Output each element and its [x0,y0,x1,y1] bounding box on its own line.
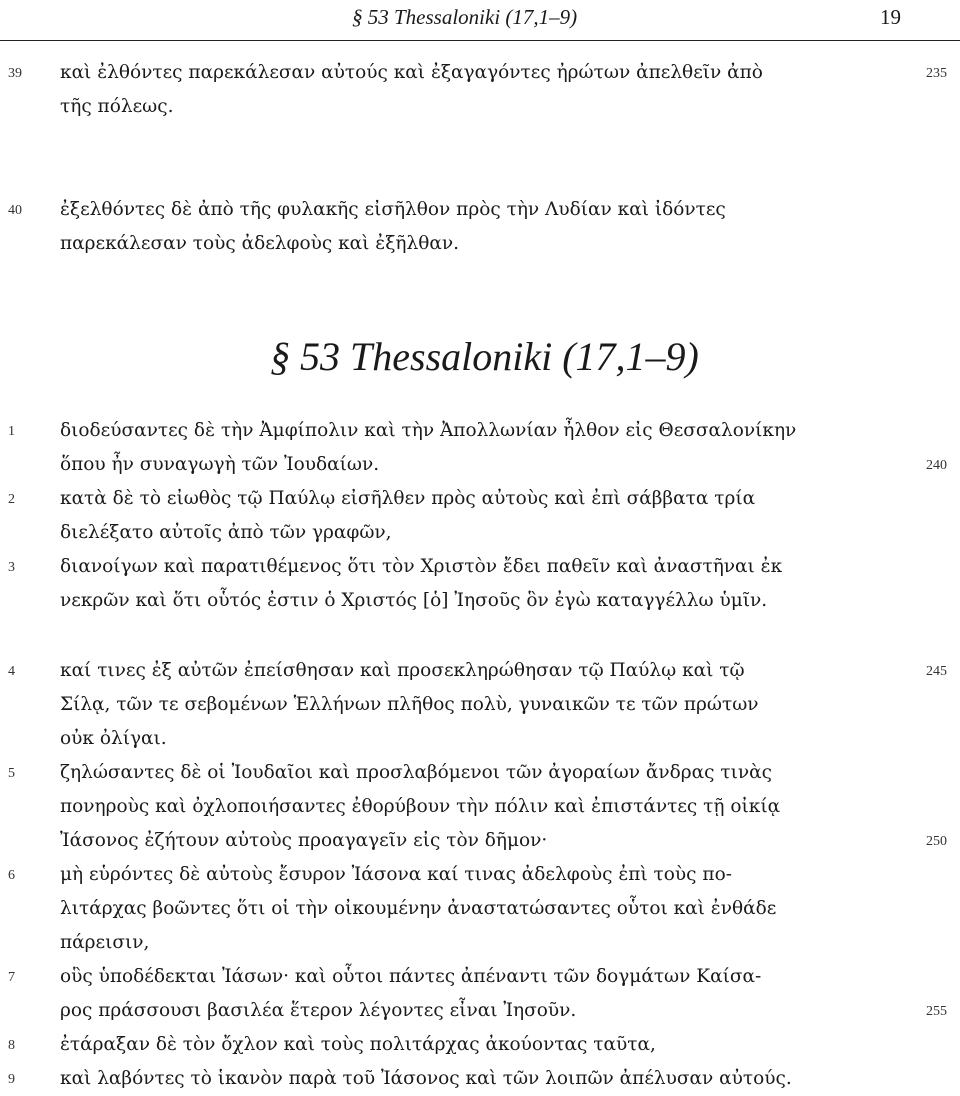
text-line [0,198,960,226]
line-text: ρος πράσσουσι βασιλέα ἕτερον λέγοντες εἶναι Ἰησοῦν. [60,1000,577,1021]
line-text: διοδεύσαντες δὲ τὴν Ἀμφίπολιν καὶ τὴν Ἀπολλωνίαν ἦλθον εἰς Θεσσαλονίκην [60,420,797,441]
page-number: 19 [880,5,901,29]
text-line [0,999,960,1027]
line-number: 235 [926,66,947,81]
text-line [0,795,960,823]
verse-number: 2 [8,492,15,507]
running-title: § 53 Thessaloniki (17,1–9) [352,5,578,29]
text-line [0,897,960,925]
line-text: μὴ εὑρόντες δὲ αὐτοὺς ἔσυρον Ἰάσονα καί τινας ἀδελφοὺς ἐπὶ τοὺς πο- [60,864,732,885]
line-text: παρεκάλεσαν τοὺς ἀδελφοὺς καὶ ἐξῆλθαν. [60,233,459,254]
text-line [0,965,960,993]
section-heading: § 53 Thessaloniki (17,1–9) [270,334,699,379]
verse-number: 8 [8,1038,15,1053]
line-text: τῆς πόλεως. [60,96,174,117]
text-line [0,521,960,549]
text-line [0,95,960,123]
verse-number: 7 [8,970,15,985]
line-text: Σίλᾳ, τῶν τε σεβομένων Ἑλλήνων πλῆθος πολὺ, γυναικῶν τε τῶν πρώτων [60,694,759,715]
text-line [0,1067,960,1095]
line-text: κατὰ δὲ τὸ εἰωθὸς τῷ Παύλῳ εἰσῆλθεν πρὸς αὐτοὺς καὶ ἐπὶ σάββατα τρία [60,488,756,509]
line-text: πονηροὺς καὶ ὀχλοποιήσαντες ἐθορύβουν τὴν πόλιν καὶ ἐπιστάντες τῇ οἰκίᾳ [60,796,781,817]
line-text: διελέξατο αὐτοῖς ἀπὸ τῶν γραφῶν, [60,522,392,543]
text-line [0,487,960,515]
text-line [0,232,960,260]
text-line [0,1033,960,1061]
line-text: λιτάρχας βοῶντες ὅτι οἱ τὴν οἰκουμένην ἀναστατώσαντες οὗτοι καὶ ἐνθάδε [60,898,777,919]
line-number: 240 [926,458,947,473]
verse-number: 6 [8,868,15,883]
line-text: οὓς ὑποδέδεκται Ἰάσων· καὶ οὗτοι πάντες ἀπέναντι τῶν δογμάτων Καίσα- [60,966,762,987]
text-line [0,61,960,89]
verse-number: 5 [8,766,15,781]
line-number: 245 [926,664,947,679]
line-text: καὶ λαβόντες τὸ ἱκανὸν παρὰ τοῦ Ἰάσονος καὶ τῶν λοιπῶν ἀπέλυσαν αὐτούς. [60,1068,792,1089]
text-line [0,727,960,755]
line-number: 250 [926,834,947,849]
line-text: ἐξελθόντες δὲ ἀπὸ τῆς φυλακῆς εἰσῆλθον πρὸς τὴν Λυδίαν καὶ ἰδόντες [60,199,726,220]
text-line [0,931,960,959]
line-text: καὶ ἐλθόντες παρεκάλεσαν αὐτούς καὶ ἐξαγαγόντες ἠρώτων ἀπελθεῖν ἀπὸ [60,62,763,83]
text-line [0,761,960,789]
verse-number: 3 [8,560,15,575]
running-header [0,0,960,41]
line-text: καί τινες ἐξ αὐτῶν ἐπείσθησαν καὶ προσεκληρώθησαν τῷ Παύλῳ καὶ τῷ [60,660,745,681]
line-text: διανοίγων καὶ παρατιθέμενος ὅτι τὸν Χριστὸν ἔδει παθεῖν καὶ ἀναστῆναι ἐκ [60,556,783,577]
verse-number: 4 [8,664,15,679]
line-text: οὐκ ὀλίγαι. [60,728,167,749]
verse-number: 39 [8,66,22,81]
verse-number: 40 [8,203,22,218]
line-text: νεκρῶν καὶ ὅτι οὗτός ἐστιν ὁ Χριστός [ὁ] Ἰησοῦς ὃν ἐγὼ καταγγέλλω ὑμῖν. [60,590,768,611]
line-text: πάρεισιν, [60,932,150,953]
text-line [0,659,960,687]
line-text: ἐτάραξαν δὲ τὸν ὄχλον καὶ τοὺς πολιτάρχας ἀκούοντας ταῦτα, [60,1034,656,1055]
line-text: ζηλώσαντες δὲ οἱ Ἰουδαῖοι καὶ προσλαβόμενοι τῶν ἀγοραίων ἄνδρας τινὰς [60,762,772,783]
text-line [0,863,960,891]
text-line [0,419,960,447]
text-line [0,453,960,481]
text-line [0,693,960,721]
text-line [0,589,960,617]
verse-number: 9 [8,1072,15,1087]
line-text: Ἰάσονος ἐζήτουν αὐτοὺς προαγαγεῖν εἰς τὸν δῆμον· [60,830,548,851]
line-number: 255 [926,1004,947,1019]
text-line [0,829,960,857]
text-line [0,555,960,583]
line-text: ὅπου ἦν συναγωγὴ τῶν Ἰουδαίων. [60,454,380,475]
verse-number: 1 [8,424,15,439]
